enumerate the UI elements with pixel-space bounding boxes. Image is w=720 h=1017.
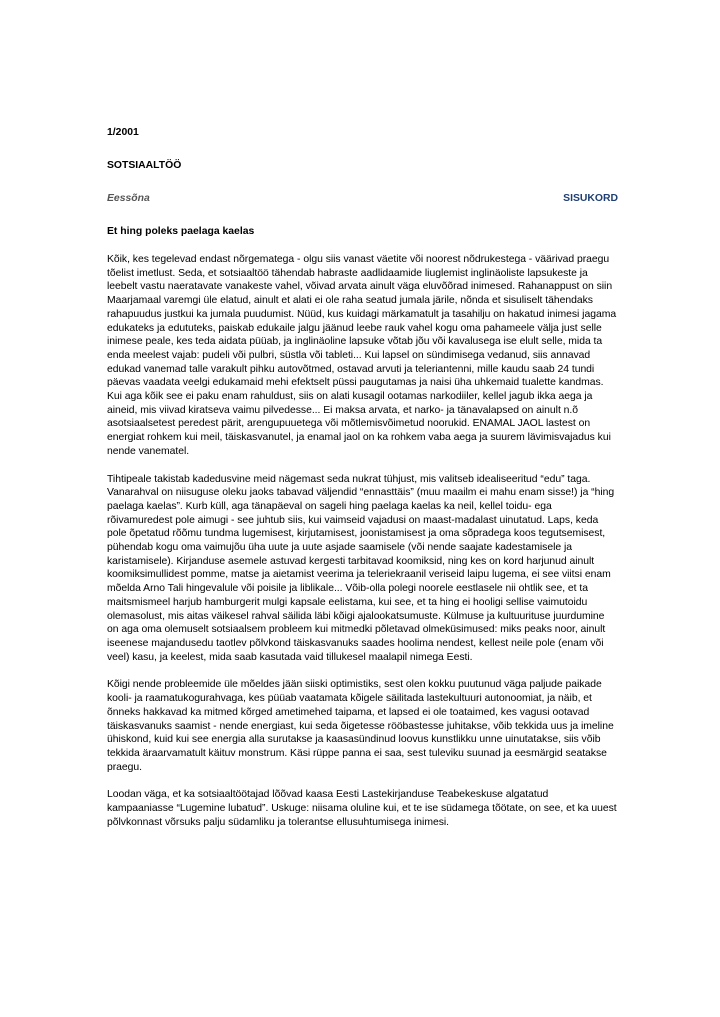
document-page <box>107 126 617 829</box>
section-title: SOTSIAALTÖÖ <box>107 160 182 171</box>
foreword-label: Eessõna <box>107 193 150 204</box>
article-paragraph-3: Kõigi nende probleemide üle mõeldes jään siiski optimistiks, sest olen kokku puutunud väga paljude paikade kooli- ja raamatukogurahvaga, kes püüab vaatamata kõigele säilitada lastekultuuri autonoomiat, ja näib, et õnneks hakkavad ka mitmed kõrged ametimehed taipama, et lapsed ei ole toataimed, kes vagusi ootavad täiskasvanuks saamist - nende energiast, kui seda õigetesse rööbastesse juhitakse, võib tekkida uus ja imeline ühiskond, kuid kui see energia alla surutakse ja kaasasündinud loovus kunstlikku unne uinutatakse, siis võib tekkida äraarvamatult käituv monstrum. Käsi rüppe panna ei saa, sest tuleviku suunad ja eesmärgid seatakse praegu. <box>107 679 614 773</box>
header-row <box>107 192 617 206</box>
article-paragraph-1: Kõik, kes tegelevad endast nõrgematega - olgu siis vanast väetite või noorest nõdrukestega - väärivad praegu tõelist imetlust. Seda, et sotsiaaltöö tähendab habraste aadlidaamide liuglemist inglinäoliste lapsukeste ja leebelt vastu naeratavate vanakeste vahel, võivad arvata ainult väga eluvõõrad inimesed. Rahanappust on siin Maarjamaal varemgi üle elatud, ainult et alati ei ole raha seatud jumala järile, nõnda et sisuliselt tähendaks rahapuudus justkui ka jumala puudumist. Nüüd, kus kuidagi märkamatult ja tasahilju on hakatud inimesi jagama edukateks ja edututeks, paiskab edukaile jalgu jäänud leebe rauk vahel kogu oma pahameele välja just selle inimese peale, kes teda aidata püüab, ja inglinäoline lapsuke võtab jõu või kavalusega ise elult selle, mida ta enda meelest vajab: pudeli või pulbri, süstla või tableti... Kui lapsel on sündimisega vedanud, siis annavad edukad vanemad talle varakult pihku autovõtmed, ostavad arvuti ja teleriantenni, mille kaudu saab 24 tundi päevas vaadata veelgi edukamaid mehi efektselt püssi paugutamas ja naisi üha uhkemaid tualette kandmas. Kui aga kõik see ei paku enam rahuldust, siis on alati kusagil ootamas narkodiiler, kellel jagub ikka aega ja aineid, mis viivad kiratseva vaimu pilvedesse... Ei maksa arvata, et narko- ja tänavalapsed on ainult n.õ asotsiaalsetest peredest pärit, arengupuuetega või mõtlemisvõimetud noorukid. ENAMAL JAOL lastest on energiat rohkem kui meil, täiskasvanutel, ja enamal jaol on ka rohkem vaba aega ja suurem lävimisvajadus kui nende vanematel. <box>107 254 617 457</box>
article-title: Et hing poleks paelaga kaelas <box>107 226 255 237</box>
article-paragraph-2: Tihtipeale takistab kadedusvine meid nägemast seda nukrat tühjust, mis valitseb idealiseeritud “edu” taga. Vanarahval on niisuguse oleku jaoks tabavad väljendid “ennasttäis” (muu maailm ei mahu enam sisse!) ja “hing paelaga kaelas”. Kurb küll, aga tänapäeval on sageli hing paelaga kaelas ka neil, kellel toidu- ega rõivamuredest pole aimugi - see juhtub siis, kui vaimseid vajadusi on maast-madalast uinutatud. Laps, keda pole õpetatud rõõmu tundma lugemisest, kirjutamisest, joonistamisest ja oma sõpradega koos tegutsemisest, pühendab kogu oma vaimujõu üha uute ja uute asjade saamisele (või nende saajate kadestamisele ja karistamisele). Kirjanduse asemele astuvad kergesti tarbitavad koomiksid, ning kes on kord harjunud ainult koomiksimullidest pomme, matse ja aietamist veerima ja teleriekraanil veriseid laipu lugema, ei see viitsi enam mõelda Arno Tali hingevalule või poisile ja liblikale... Võib-olla polegi noorele eestlasele nii ohtlik see, et ta maitsmismeel harjub hamburgerit mulgi kapsale eelistama, kui see, et ta hing ei hooligi sellise vaimutoidu olemasolust, mis aitas väikesel rahval säilida läbi kõigi ajalookatsumuste. Külmuse ja kultuurituse juurdumine on aga oma olemuselt sotsiaalsem probleem kui mitmedki põletavad olmeküsimused: miks peaks noor, ainult iseenese majandusedu taotlev põlvkond täiskasvanuks saades hoolima nendest, kellest neile pole (enam või veel) kasu, ja keelest, mida saab kasutada vaid tillukesel maalapil nimega Eesti. <box>107 473 615 663</box>
article-paragraph-4: Loodan väga, et ka sotsiaaltöötajad lõõvad kaasa Eesti Lastekirjanduse Teabekeskuse algatatud kampaaniasse “Lugemine lubatud”. Uskuge: niisama oluline kui, et te ise südamega tõötate, on see, et ka uuest põlvkonnast võrsuks palju südamliku ja tolerantse ellusuhtumisega inimesi. <box>107 789 617 828</box>
table-of-contents-link[interactable]: SISUKORD <box>563 193 618 204</box>
issue-number: 1/2001 <box>107 127 139 138</box>
